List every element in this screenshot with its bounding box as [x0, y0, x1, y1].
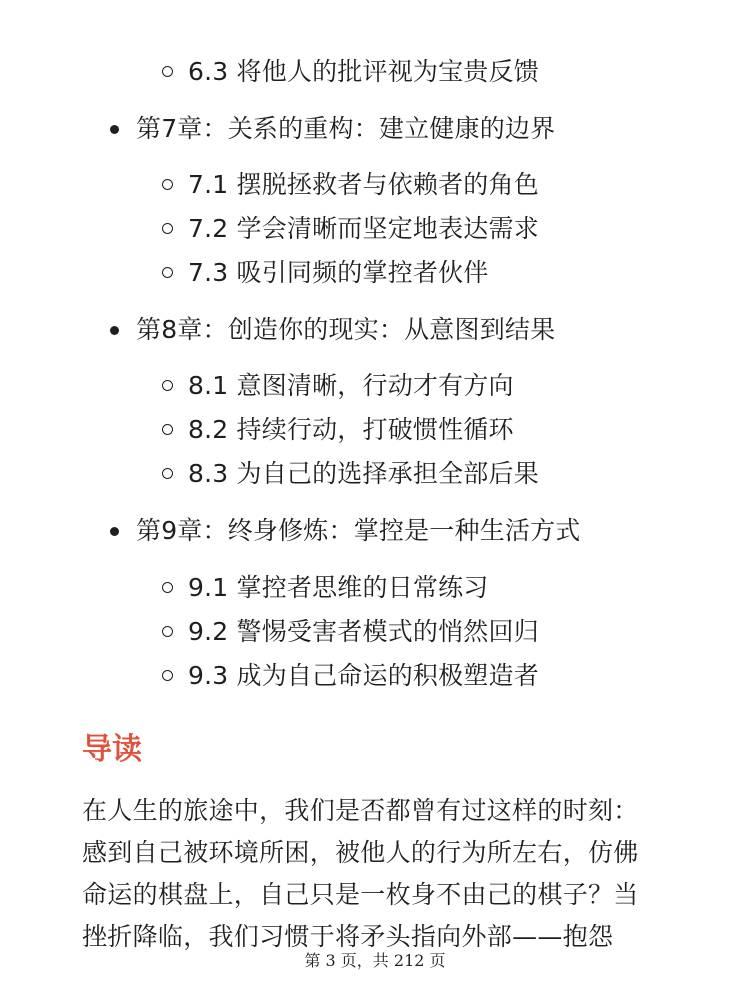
- toc-section-9-2[interactable]: [188, 616, 539, 648]
- toc-section-label: 8.2 持续行动，打破惯性循环: [188, 415, 514, 444]
- filled-bullet-icon: [110, 125, 119, 134]
- intro-paragraph: [82, 790, 682, 958]
- hollow-bullet-icon: [162, 223, 173, 234]
- page-footer: 第 3 页，共 212 页: [304, 951, 446, 970]
- hollow-bullet-icon: [162, 66, 173, 77]
- hollow-bullet-icon: [162, 267, 173, 278]
- toc-section-8-1[interactable]: [188, 370, 514, 402]
- toc-section-7-3[interactable]: [188, 257, 489, 289]
- toc-section-label: 8.1 意图清晰，行动才有方向: [188, 371, 514, 400]
- toc-section-label: 9.3 成为自己命运的积极塑造者: [188, 661, 539, 690]
- toc-chapter-label: 第9章：终身修炼：掌控是一种生活方式: [136, 516, 581, 545]
- hollow-bullet-icon: [162, 626, 173, 637]
- toc-section-8-2[interactable]: [188, 414, 514, 446]
- toc-chapter-8[interactable]: [136, 314, 555, 346]
- hollow-bullet-icon: [162, 582, 173, 593]
- toc-chapter-label: 第8章：创造你的现实：从意图到结果: [136, 315, 556, 344]
- toc-section-8-3[interactable]: [188, 458, 539, 490]
- paragraph-line: 在人生的旅途中，我们是否都曾有过这样的时刻：: [82, 796, 639, 825]
- toc-section-label: 9.2 警惕受害者模式的悄然回归: [188, 617, 539, 646]
- hollow-bullet-icon: [162, 380, 173, 391]
- toc-section-label: 8.3 为自己的选择承担全部后果: [188, 459, 539, 488]
- toc-section-6-3[interactable]: [188, 56, 539, 88]
- paragraph-line: 命运的棋盘上，自己只是一枚身不由己的棋子？当: [82, 880, 639, 909]
- hollow-bullet-icon: [162, 670, 173, 681]
- paragraph-line: 挫折降临，我们习惯于将矛头指向外部——抱怨: [82, 922, 614, 951]
- toc-section-label: 7.1 摆脱拯救者与依赖者的角色: [188, 170, 539, 199]
- hollow-bullet-icon: [162, 424, 173, 435]
- toc-section-9-1[interactable]: [188, 572, 489, 604]
- toc-section-label: 9.1 掌控者思维的日常练习: [188, 573, 489, 602]
- paragraph-line: 感到自己被环境所困，被他人的行为所左右，仿佛: [82, 838, 639, 867]
- section-heading: 导读: [82, 732, 142, 767]
- toc-chapter-label: 第7章：关系的重构：建立健康的边界: [136, 114, 556, 143]
- toc-chapter-9[interactable]: [136, 515, 581, 547]
- hollow-bullet-icon: [162, 468, 173, 479]
- filled-bullet-icon: [110, 326, 119, 335]
- toc-section-9-3[interactable]: [188, 660, 539, 692]
- toc-section-label: 7.2 学会清晰而坚定地表达需求: [188, 214, 539, 243]
- toc-chapter-7[interactable]: [136, 113, 555, 145]
- toc-section-label: 6.3 将他人的批评视为宝贵反馈: [188, 57, 539, 86]
- hollow-bullet-icon: [162, 179, 173, 190]
- toc-section-7-2[interactable]: [188, 213, 539, 245]
- toc-section-label: 7.3 吸引同频的掌控者伙伴: [188, 258, 489, 287]
- filled-bullet-icon: [110, 527, 119, 536]
- toc-section-7-1[interactable]: [188, 169, 539, 201]
